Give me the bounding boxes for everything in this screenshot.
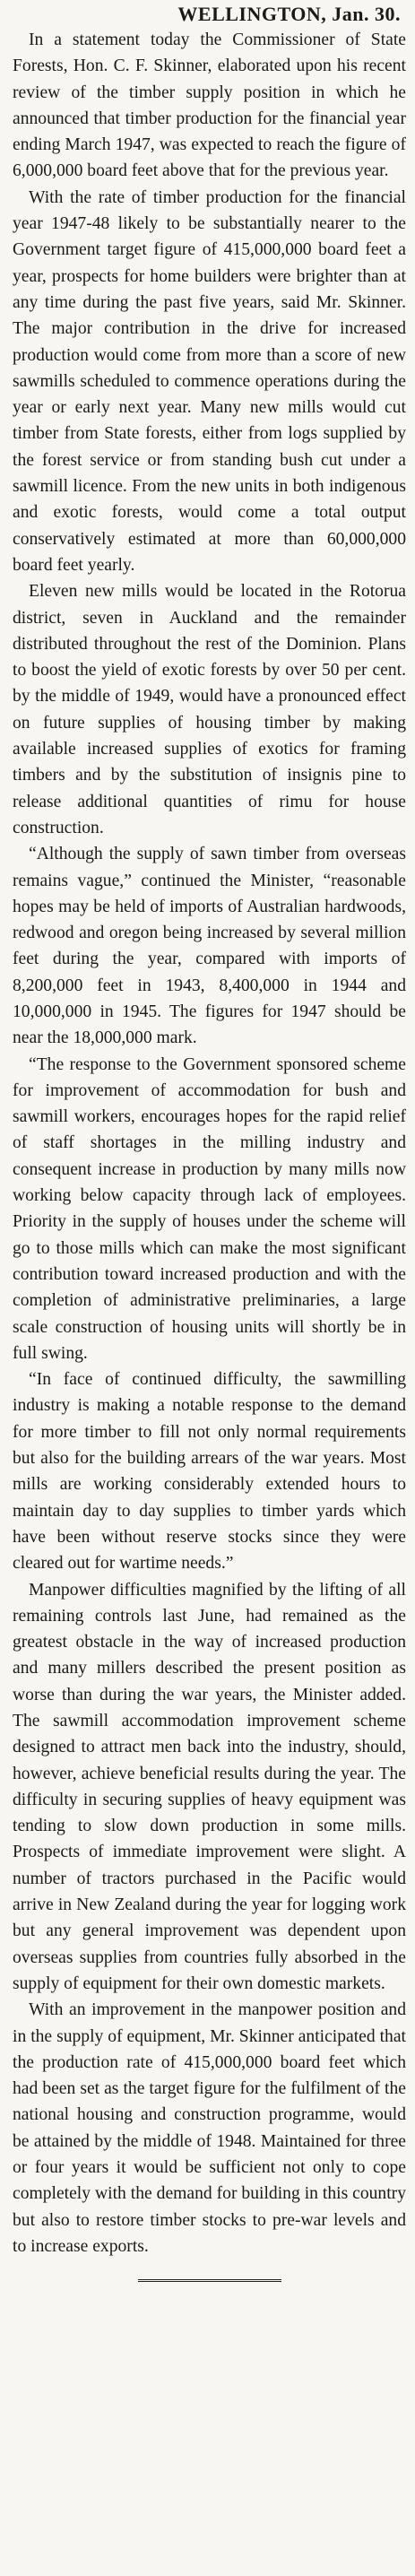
dateline: WELLINGTON, Jan. 30. — [177, 3, 401, 25]
end-rule-divider — [138, 2279, 281, 2282]
paragraph-housing-scheme: “The response to the Government sponsored scheme for improvement of accommodation for bush and sawmill workers, encourages hopes for the rapid relief of staff shortages in the milling industry and consequent increase in production by many mills now working below capacity through lack of employees. Priority in the supply of houses under the scheme will go to those mills which can make the most significant contribution toward increased production and with the completion of administrative preliminaries, a large scale construction of housing units will shortly be in full swing. — [13, 1054, 406, 1363]
paragraph-imports: “Although the supply of sawn timber from overseas remains vague,” continued the Minister, “reasonable hopes may be held of imports of Australian hardwoods, redwood and oregon being increased by several million feet during the year, compared with imports of 8,200,000 feet in 1943, 8,400,000 in 1944 and 10,000,000 in 1945. The figures for 1947 should be near the 18,000,000 mark. — [13, 845, 406, 1048]
paragraph-manpower: Manpower difficulties magnified by the lifting of all remaining controls last June, had remained as the greatest obstacle in the way of increased production and many millers described the present position as worse than during the war years, the Minister added. The sawmill accommodation improvement scheme designed to attract men back into the industry, should, however, achieve beneficial results during the year. The difficulty in securing supplies of heavy equipment was tending to slow down production in some mills. Prospects of immediate improvement were slight. A number of tractors purchased in the Pacific would arrive in New Zealand during the year for logging work but any general improvement was dependent upon overseas supplies from countries fully absorbed in the supply of equipment for their own domestic markets. — [13, 1580, 406, 1993]
paragraph-production-outlook: With the rate of timber production for the financial year 1947-48 likely to be substantially nearer to the Government target figure of 415,000,000 board feet a year, prospects for home builders were brighter than at any time during the past five years, said Mr. Skinner. The major contribution in the drive for increased production would come from more than a score of new sawmills scheduled to commence operations during the year or early next year. Many new mills would cut timber from State forests, either from logs supplied by the forest service or from standing bush cut under a sawmill licence. From the new units in both indigenous and exotic forests, would come a total output conservatively estimated at more than 60,000,000 board feet yearly. — [13, 187, 406, 575]
paragraph-target: With an improvement in the manpower position and in the supply of equipment, Mr. Skinner anticipated that the production rate of 415,000,000 board feet which had been set as the target figure for the fulfilment of the national housing and construction programme, would be attained by the middle of 1948. Maintained for three or four years it would be sufficient not only to cope completely with the demand for building in this country but also to restore timber stocks to pre-war levels and to increase exports. — [13, 2000, 406, 2256]
paragraph-intro: In a statement today the Commissioner of State Forests, Hon. C. F. Skinner, elaborated upon his recent review of the timber supply position in which he announced that timber production for the financial year ending March 1947, was expected to reach the figure of 6,000,000 board feet above that for the previous year. — [13, 30, 406, 181]
paragraph-industry-response: “In face of continued difficulty, the sawmilling industry is making a notable response to the demand for more timber to fill not only normal requirements but also for the building arrears of the war years. Most mills are working considerably extended hours to maintain day to day supplies to timber yards which have been without reserve stocks since they were cleared out for wartime needs.” — [13, 1370, 406, 1574]
paragraph-new-mills: Eleven new mills would be located in the Rotorua district, seven in Auckland and the remainder distributed throughout the rest of the Dominion. Plans to boost the yield of exotic forests by over 50 per cent. by the middle of 1949, would have a pronounced effect on future supplies of housing timber by making available increased supplies of exotics for framing timbers and by the substitution of insignis pine to release additional quantities of rimu for house construction. — [13, 582, 406, 837]
